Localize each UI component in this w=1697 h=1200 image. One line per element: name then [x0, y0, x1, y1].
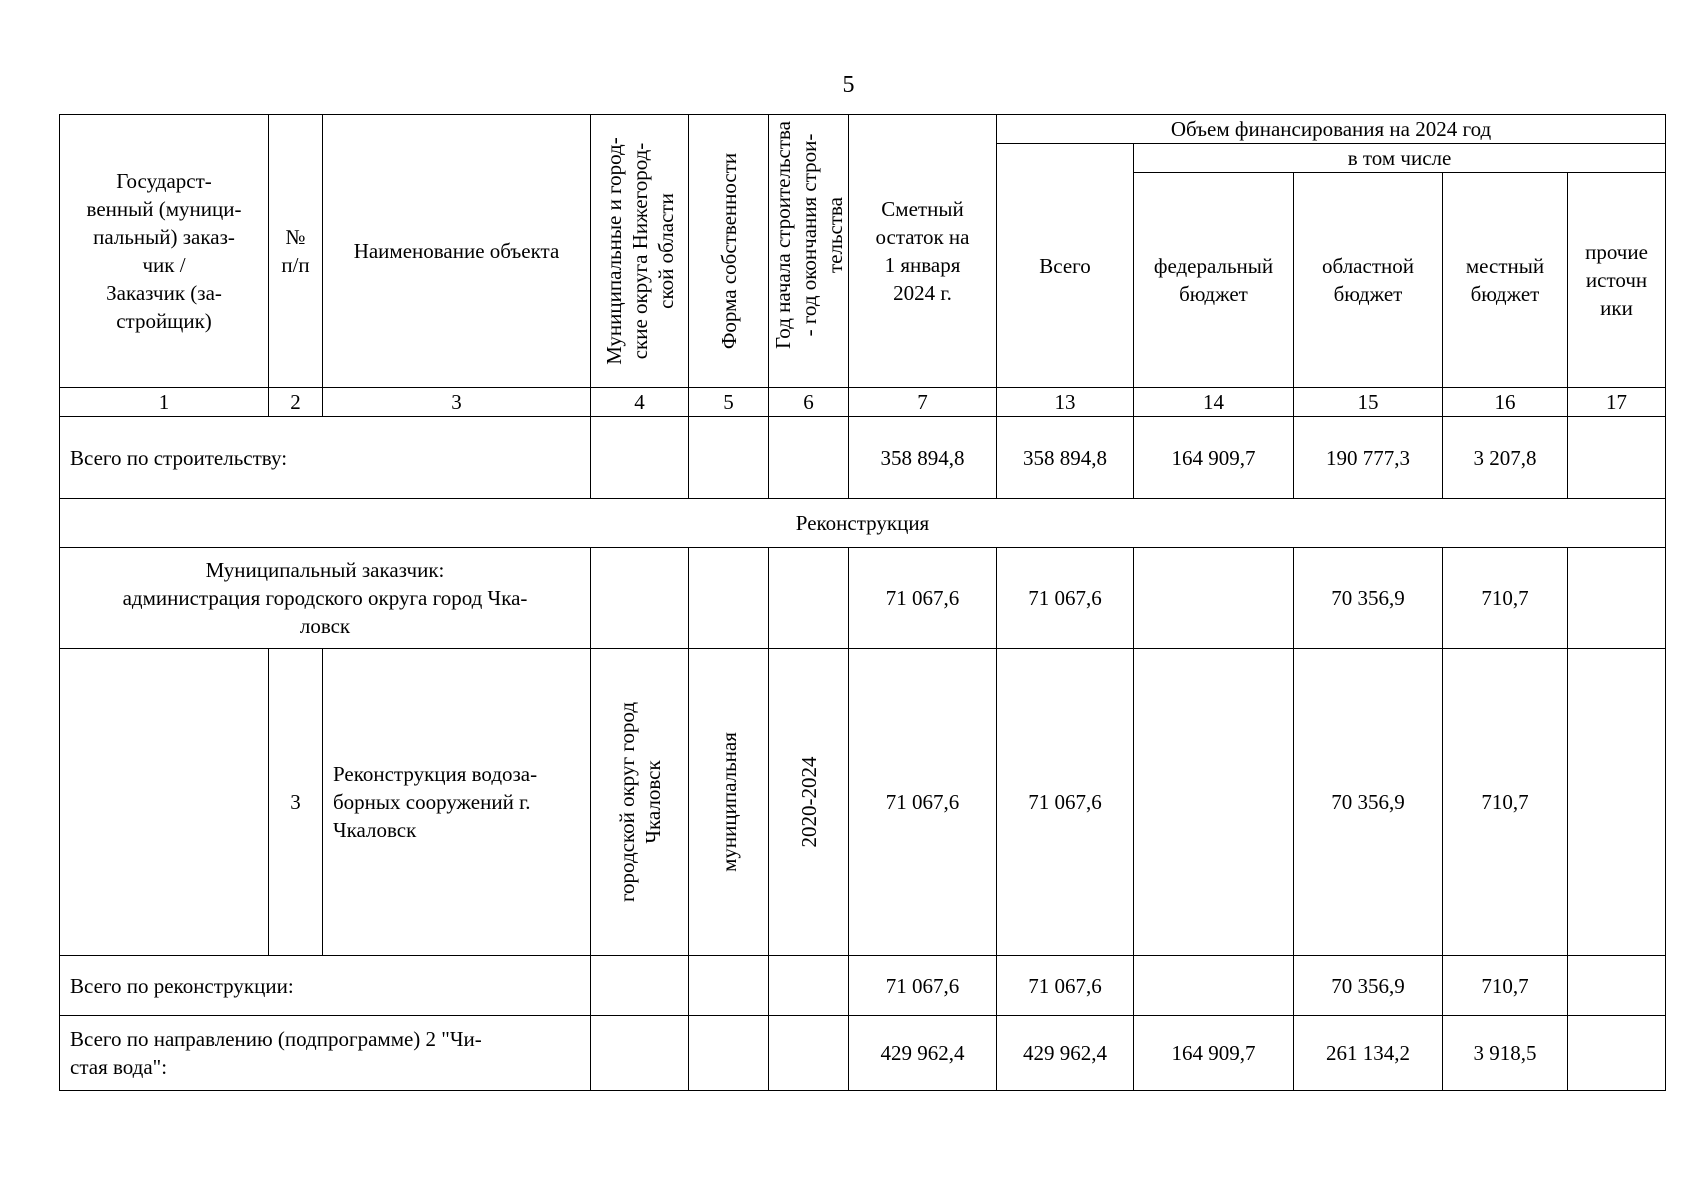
object-name: Реконструкция водоза- борных сооружений г. Чкаловск — [323, 649, 591, 956]
column-numbers-row — [60, 388, 1666, 417]
other-value — [1568, 649, 1666, 956]
empty-cell — [769, 548, 849, 649]
local-value: 3 918,5 — [1443, 1016, 1568, 1091]
federal-value: 164 909,7 — [1134, 417, 1294, 499]
other-value — [1568, 1016, 1666, 1091]
column-number: 14 — [1134, 388, 1294, 417]
regional-value: 70 356,9 — [1294, 548, 1443, 649]
header-total: Всего — [997, 144, 1134, 388]
estimated-balance-value: 71 067,6 — [849, 649, 997, 956]
other-value — [1568, 548, 1666, 649]
total-construction-label: Всего по строительству: — [60, 417, 591, 499]
empty-cell — [591, 956, 689, 1016]
total-value: 71 067,6 — [997, 956, 1134, 1016]
column-number: 5 — [689, 388, 769, 417]
local-value: 710,7 — [1443, 649, 1568, 956]
regional-value: 190 777,3 — [1294, 417, 1443, 499]
regional-value: 70 356,9 — [1294, 649, 1443, 956]
empty-cell — [769, 956, 849, 1016]
total-value: 71 067,6 — [997, 649, 1134, 956]
federal-value — [1134, 956, 1294, 1016]
object-municipality-text: городской округ город Чкаловск — [614, 701, 665, 903]
header-customer: Государст- венный (муници- пальный) заказ- чик / Заказчик (за- стройщик) — [60, 115, 269, 388]
object-years — [769, 649, 849, 956]
column-number: 1 — [60, 388, 269, 417]
federal-value — [1134, 548, 1294, 649]
federal-value: 164 909,7 — [1134, 1016, 1294, 1091]
empty-cell — [591, 417, 689, 499]
estimated-balance-value: 358 894,8 — [849, 417, 997, 499]
column-number: 16 — [1443, 388, 1568, 417]
total-value: 358 894,8 — [997, 417, 1134, 499]
empty-cell — [689, 417, 769, 499]
federal-value — [1134, 649, 1294, 956]
total-direction-label: Всего по направлению (подпрограмме) 2 "Чи- стая вода": — [60, 1016, 591, 1091]
object-years-text: 2020-2024 — [796, 756, 821, 848]
page-number: 5 — [842, 72, 855, 98]
estimated-balance-value: 429 962,4 — [849, 1016, 997, 1091]
column-number: 2 — [269, 388, 323, 417]
header-number: № п/п — [269, 115, 323, 388]
empty-cell — [689, 548, 769, 649]
header-funding-title: Объем финансирования на 2024 год — [997, 115, 1666, 144]
funding-table — [59, 114, 1666, 1091]
other-value — [1568, 417, 1666, 499]
total-value: 429 962,4 — [997, 1016, 1134, 1091]
header-ownership-text: Форма собственности — [716, 152, 741, 350]
total-reconstruction-label: Всего по реконструкции: — [60, 956, 591, 1016]
header-regional-budget: областной бюджет — [1294, 173, 1443, 388]
total-reconstruction-row — [60, 956, 1666, 1016]
local-value: 3 207,8 — [1443, 417, 1568, 499]
empty-cell — [769, 417, 849, 499]
empty-cell — [60, 649, 269, 956]
header-ownership — [689, 115, 769, 388]
customer-label: Муниципальный заказчик: администрация городского округа город Чка- ловск — [60, 548, 591, 649]
header-estimated-balance: Сметный остаток на 1 января 2024 г. — [849, 115, 997, 388]
regional-value: 261 134,2 — [1294, 1016, 1443, 1091]
header-federal-budget: федеральный бюджет — [1134, 173, 1294, 388]
empty-cell — [591, 1016, 689, 1091]
column-number: 6 — [769, 388, 849, 417]
customer-row — [60, 548, 1666, 649]
header-other-sources: прочие источн ики — [1568, 173, 1666, 388]
object-ownership-text: муниципальная — [716, 732, 741, 872]
total-direction-row — [60, 1016, 1666, 1091]
total-value: 71 067,6 — [997, 548, 1134, 649]
header-local-budget: местный бюджет — [1443, 173, 1568, 388]
column-number: 17 — [1568, 388, 1666, 417]
object-ownership — [689, 649, 769, 956]
object-row — [60, 649, 1666, 956]
column-number: 3 — [323, 388, 591, 417]
column-number: 15 — [1294, 388, 1443, 417]
object-number: 3 — [269, 649, 323, 956]
local-value: 710,7 — [1443, 548, 1568, 649]
estimated-balance-value: 71 067,6 — [849, 548, 997, 649]
header-municipality-text: Муниципальные и город- ские округа Нижегород- ской области — [601, 137, 678, 365]
empty-cell — [591, 548, 689, 649]
regional-value: 70 356,9 — [1294, 956, 1443, 1016]
empty-cell — [689, 956, 769, 1016]
empty-cell — [769, 1016, 849, 1091]
object-municipality — [591, 649, 689, 956]
header-years — [769, 115, 849, 388]
total-construction-row — [60, 417, 1666, 499]
empty-cell — [689, 1016, 769, 1091]
header-including: в том числе — [1134, 144, 1666, 173]
estimated-balance-value: 71 067,6 — [849, 956, 997, 1016]
local-value: 710,7 — [1443, 956, 1568, 1016]
column-number: 4 — [591, 388, 689, 417]
header-object-name: Наименование объекта — [323, 115, 591, 388]
header-years-text: Год начала строительства - год окончания строи- тельства — [770, 120, 847, 349]
section-row — [60, 499, 1666, 548]
column-number: 13 — [997, 388, 1134, 417]
other-value — [1568, 956, 1666, 1016]
column-number: 7 — [849, 388, 997, 417]
section-title: Реконструкция — [60, 499, 1666, 548]
header-municipality — [591, 115, 689, 388]
